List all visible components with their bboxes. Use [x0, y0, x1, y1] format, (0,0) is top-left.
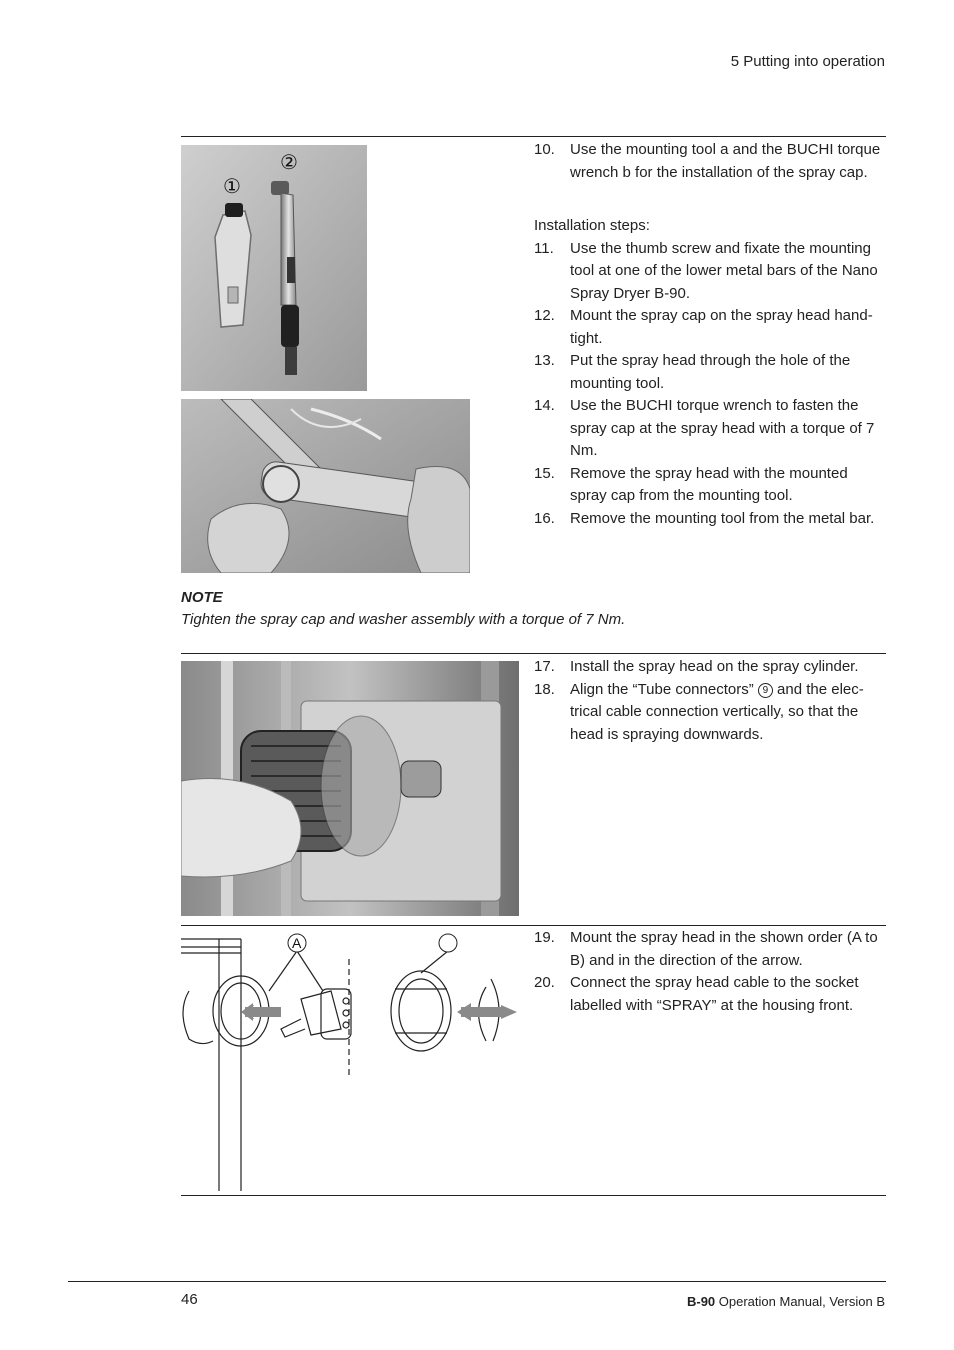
spray-head-assembly-diagram: [181, 929, 526, 1191]
step-20: [534, 972, 886, 1017]
footer-model: B-90: [686, 1294, 716, 1309]
step-number: 17.: [534, 658, 555, 675]
step-text: [570, 679, 886, 747]
figure-label-2: ②: [280, 150, 298, 174]
step-text-after: and the elec-trical cable connection vertically, so that the head is spraying downwards.: [570, 680, 864, 743]
section3-top-rule: [181, 925, 886, 926]
step-number: 12.: [534, 307, 555, 324]
step-number: 14.: [534, 397, 555, 414]
step-12: [534, 305, 886, 350]
step-text: Use the BUCHI torque wrench to fasten the spray cap at the spray head with a torque of 7 Nm.: [570, 397, 875, 459]
section2-top-rule: [181, 653, 886, 654]
spray-head-install-photo: [181, 661, 519, 916]
diagram-label-a: A: [292, 935, 302, 951]
page-header-chapter: 5 Putting into operation: [730, 53, 885, 70]
step-text-before: Align the “Tube connectors”: [570, 680, 758, 698]
torque-wrench-photo: [181, 399, 470, 573]
step-text: Connect the spray head cable to the socket labelled with “SPRAY” at the housing front.: [570, 974, 859, 1014]
step-number: 20.: [534, 974, 555, 991]
step-text: Mount the spray cap on the spray head hand-tight.: [570, 307, 873, 347]
section3-steps: [534, 927, 886, 1017]
mounting-tool-photo: [181, 145, 367, 391]
step-number: 18.: [534, 680, 555, 698]
step-11: [534, 238, 886, 306]
step-16: [534, 508, 886, 531]
tube-connector-reference-badge: 9: [758, 683, 773, 698]
step-19: [534, 927, 886, 972]
footer-document-title: [687, 1294, 885, 1309]
step-10: [534, 139, 886, 184]
step-text: Remove the spray head with the mounted spray cap from the mounting tool.: [570, 464, 848, 504]
step-number: 19.: [534, 929, 555, 946]
note-heading: NOTE: [181, 589, 223, 606]
step-13: [534, 350, 886, 395]
step-text: Install the spray head on the spray cylinder.: [570, 658, 859, 675]
step-number: 11.: [534, 239, 554, 257]
step-text: Mount the spray head in the shown order (A to B) and in the direction of the arrow.: [570, 929, 878, 969]
step-17: [534, 656, 886, 679]
section3-bottom-rule: [181, 1195, 886, 1196]
step-18: [534, 679, 886, 747]
section1-top-rule: [181, 136, 886, 137]
section1-steps: [534, 139, 886, 530]
step-text: Remove the mounting tool from the metal bar.: [570, 509, 875, 527]
step-text: Use the mounting tool a and the BUCHI torque wrench b for the installation of the spray cap.: [570, 141, 881, 181]
figure-label-1: ①: [223, 174, 241, 198]
step-number: 16.: [534, 509, 555, 527]
step-text: Put the spray head through the hole of the mounting tool.: [570, 352, 851, 392]
step-15: [534, 463, 886, 508]
installation-steps-heading: Installation steps:: [534, 217, 650, 234]
footer-title-text: Operation Manual, Version B: [715, 1294, 885, 1309]
step-number: 15.: [534, 464, 555, 482]
note-text: Tighten the spray cap and washer assembly with a torque of 7 Nm.: [181, 611, 626, 628]
section2-steps: [534, 656, 886, 746]
step-number: 13.: [534, 352, 555, 369]
step-14: [534, 395, 886, 463]
step-text: Use the thumb screw and fixate the mounting tool at one of the lower metal bars of the Nano Spray Dryer B-90.: [570, 239, 878, 302]
page-number: 46: [181, 1291, 198, 1308]
footer-rule: [68, 1281, 886, 1282]
step-number: 10.: [534, 141, 555, 158]
